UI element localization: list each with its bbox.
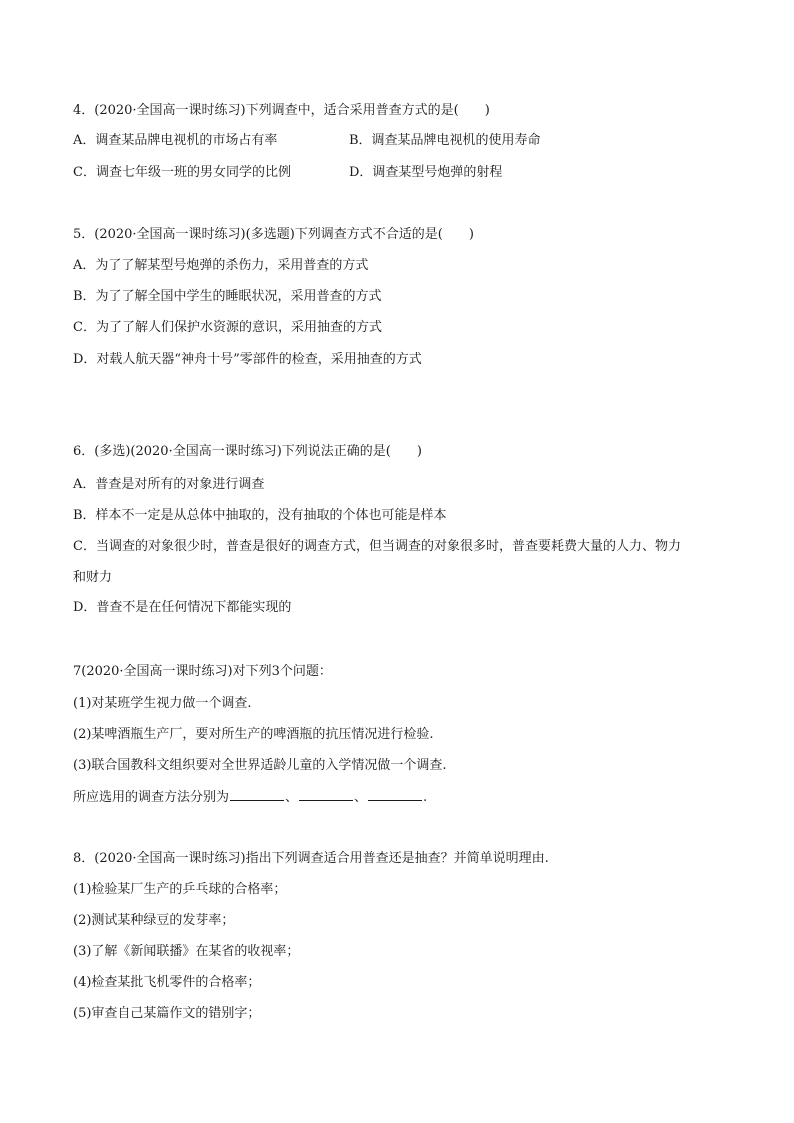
blank-separator: 、 (354, 790, 368, 805)
q4-option-d: D．调查某型号炮弹的射程 (349, 165, 503, 180)
q7-item-1: (1)对某班学生视力做一个调查. (73, 696, 252, 711)
q4-option-c: C．调查七年级一班的男女同学的比例 (73, 165, 291, 180)
q6-stem: 6．(多选)(2020·全国高一课时练习)下列说法正确的是( ) (73, 444, 422, 459)
answer-blank-1[interactable] (230, 788, 284, 801)
q4-stem: 4．(2020·全国高一课时练习)下列调查中，适合采用普查方式的是( ) (73, 103, 490, 118)
answer-blank-3[interactable] (368, 788, 422, 801)
q5-option-c: C．为了了解人们保护水资源的意识，采用抽查的方式 (73, 320, 382, 335)
q8-stem: 8．(2020·全国高一课时练习)指出下列调查适合用普查还是抽查？并简单说明理由. (73, 851, 549, 866)
q6-option-c-line1: C．当调查的对象很少时，普查是很好的调查方式，但当调查的对象很多时，普查要耗费大量的人力、物力 (73, 539, 681, 554)
q7-answer-prefix: 所应选用的调查方法分别为 (73, 790, 230, 805)
q8-item-4: (4)检查某批飞机零件的合格率； (73, 975, 261, 990)
q4-option-a: A．调查某品牌电视机的市场占有率 (73, 133, 278, 148)
q4-option-b: B．调查某品牌电视机的使用寿命 (349, 133, 541, 148)
blank-separator: 、 (285, 790, 299, 805)
q5-option-d: D．对载人航天器“神舟十号”零部件的检查，采用抽查的方式 (73, 352, 422, 367)
q7-stem: 7(2020·全国高一课时练习)对下列3个问题： (73, 664, 332, 679)
q7-item-2: (2)某啤酒瓶生产厂，要对所生产的啤酒瓶的抗压情况进行检验. (73, 727, 434, 742)
answer-end-period: . (423, 790, 428, 805)
answer-blank-2[interactable] (299, 788, 353, 801)
q8-item-3: (3)了解《新闻联播》在某省的收视率； (73, 944, 300, 959)
q6-option-c-line2: 和财力 (73, 570, 113, 585)
q8-item-2: (2)测试某种绿豆的发芽率； (73, 913, 235, 928)
q8-item-1: (1)检验某厂生产的乒乓球的合格率； (73, 882, 287, 897)
q5-stem: 5．(2020·全国高一课时练习)(多选题)下列调查方式不合适的是( ) (73, 227, 474, 242)
q5-option-b: B．为了了解全国中学生的睡眠状况，采用普查的方式 (73, 289, 382, 304)
q6-option-b: B．样本不一定是从总体中抽取的，没有抽取的个体也可能是样本 (73, 508, 447, 523)
q8-item-5: (5)审查自己某篇作文的错别字； (73, 1006, 261, 1021)
q6-option-d: D．普查不是在任何情况下都能实现的 (73, 600, 292, 615)
q5-option-a: A．为了了解某型号炮弹的杀伤力，采用普查的方式 (73, 258, 369, 273)
q7-item-3: (3)联合国教科文组织要对全世界适龄儿童的入学情况做一个调查. (73, 758, 447, 773)
q6-option-a: A．普查是对所有的对象进行调查 (73, 477, 265, 492)
q7-answer-line (73, 788, 427, 808)
